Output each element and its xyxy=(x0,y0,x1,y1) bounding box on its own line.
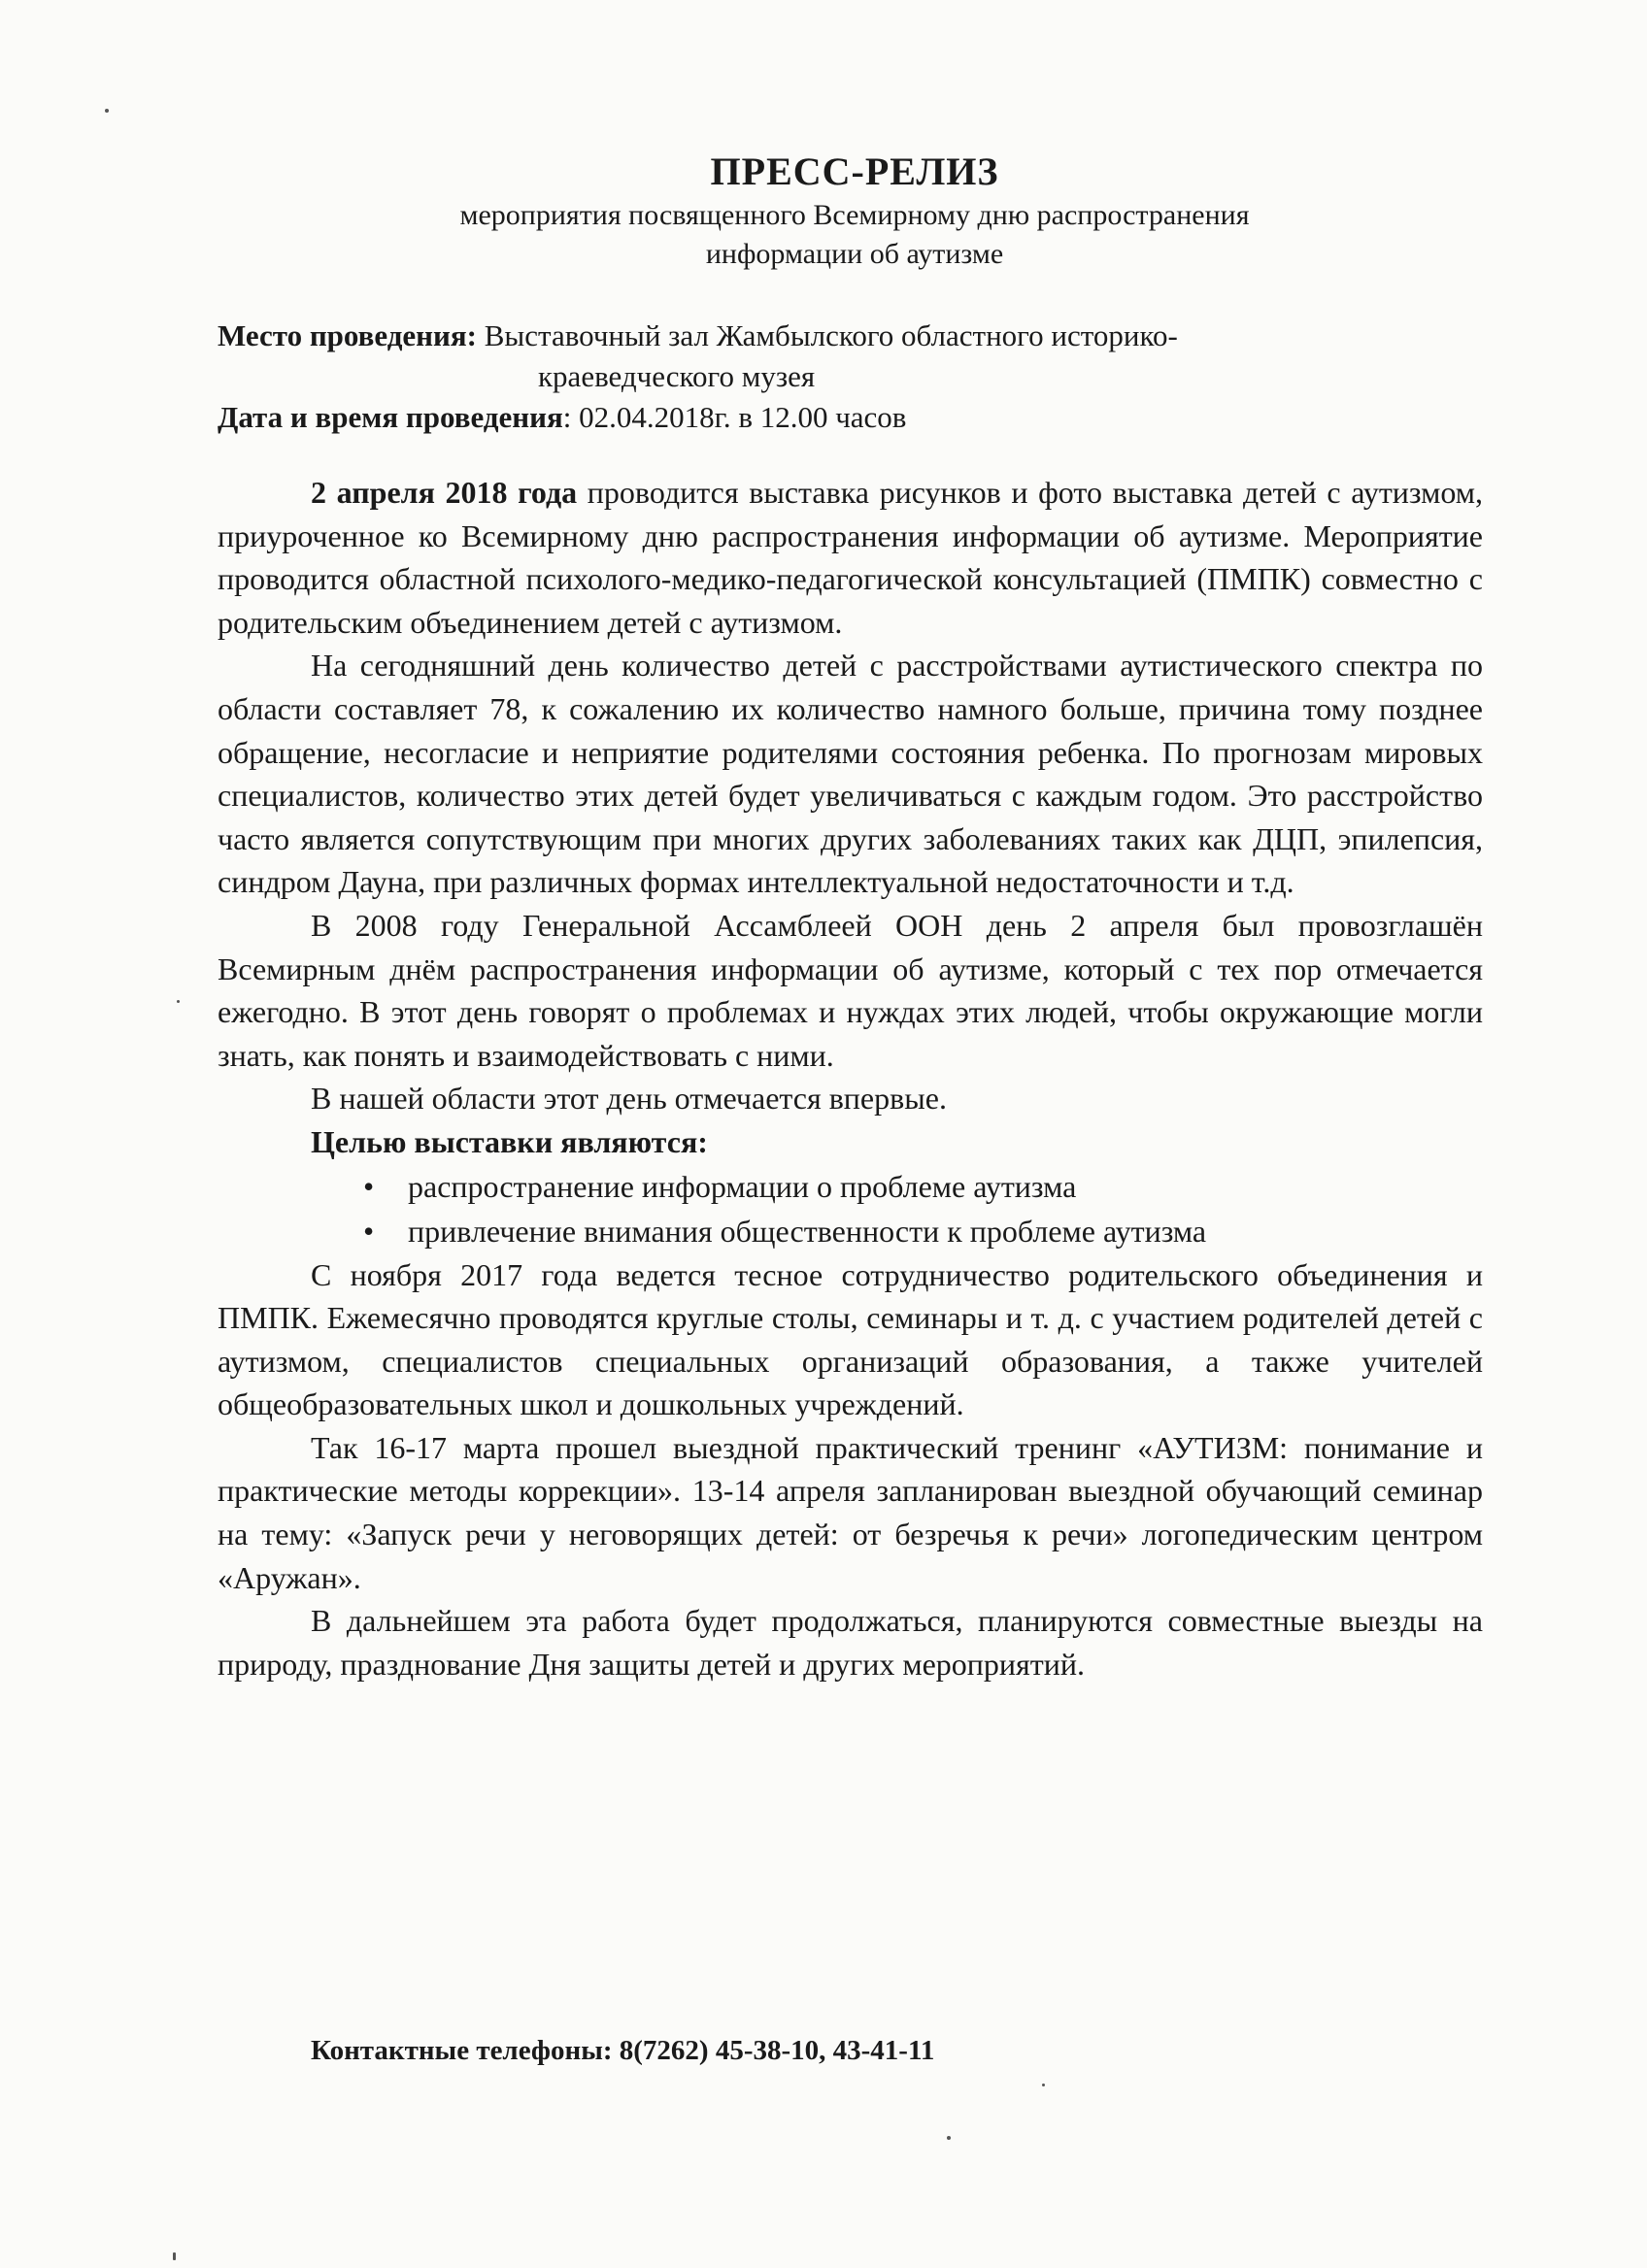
scan-speck xyxy=(105,109,109,113)
paragraph-3: В 2008 году Генеральной Ассамблеей ООН день 2 апреля был провозглашён Всемирным днём распространения информации об аутизме, который с тех пор отмечается ежегодно. В этот день говорят о проблемах и нуждах этих людей, чтобы окружающие могли знать, как понять и взаимодействовать с ними. xyxy=(218,907,1483,1073)
paragraph-4: В нашей области этот день отмечается впервые. xyxy=(311,1081,947,1117)
subtitle-line-2: информации об аутизме xyxy=(705,238,1004,270)
venue-value-continued: краеведческого музея xyxy=(538,359,816,393)
goals-title: Целью выставки являются: xyxy=(311,1123,708,1159)
subtitle-line-1: мероприятия посвященного Всемирному дню распространения xyxy=(459,199,1250,231)
bullet-icon: • xyxy=(363,1168,375,1204)
scan-speck xyxy=(947,2136,951,2140)
list-item xyxy=(218,1164,1483,1209)
paragraph-1-date: 2 апреля 2018 года xyxy=(311,475,578,510)
event-info xyxy=(218,316,1480,438)
scan-speck xyxy=(173,2252,176,2260)
page-title: ПРЕСС-РЕЛИЗ xyxy=(710,150,999,193)
goal-text: привлечение внимания общественности к проблеме аутизма xyxy=(408,1213,1207,1249)
goals-list xyxy=(218,1164,1483,1253)
paragraph-1-text: проводится выставка рисунков и фото выставка детей с аутизмом, приуроченное ко Всемирному дню распространения информации об аутизме. Мероприятие проводится областной психолого-медико-педагогической консультацией (ПМПК) совместно с родительским объединением детей с аутизмом. xyxy=(218,475,1483,640)
venue-row xyxy=(218,316,1480,356)
paragraph-7: В дальнейшем эта работа будет продолжаться, планируются совместные выезды на природу, празднование Дня защиты детей и других мероприятий. xyxy=(218,1603,1483,1682)
bullet-icon: • xyxy=(363,1213,375,1249)
contact-phones: Контактные телефоны: 8(7262) 45-38-10, 43-41-11 xyxy=(311,2035,935,2066)
datetime-row xyxy=(218,397,1480,438)
paragraph-1 xyxy=(218,471,1483,644)
paragraph-5: С ноября 2017 года ведется тесное сотрудничество родительского объединения и ПМПК. Ежемесячно проводятся круглые столы, семинары и т. д. с участием родителей детей с аутизмом, специалистов специальных организаций образования, а также учителей общеобразовательных школ и дошкольных учреждений. xyxy=(218,1256,1483,1422)
list-item xyxy=(218,1209,1483,1253)
paragraph-2: На сегодняшний день количество детей с расстройствами аутистического спектра по области составляет 78, к сожалению их количество намного больше, причина тому позднее обращение, несогласие и неприятие родителями состояния ребенка. По прогнозам мировых специалистов, количество этих детей будет увеличиваться с каждым годом. Это расстройство часто является сопутствующим при многих других заболеваниях таких как ДЦП, эпилепсия, синдром Дауна, при различных формах интеллектуальной недостаточности и т.д. xyxy=(218,648,1483,900)
body-text xyxy=(218,471,1483,1685)
scan-speck xyxy=(1042,2084,1045,2086)
datetime-label: Дата и время проведения xyxy=(218,400,563,434)
venue-label: Место проведения: xyxy=(218,318,477,352)
datetime-value: : 02.04.2018г. в 12.00 часов xyxy=(562,400,907,434)
paragraph-6: Так 16-17 марта прошел выездной практический тренинг «АУТИЗМ: понимание и практические методы коррекции». 13-14 апреля запланирован выездной обучающий семинар на тему: «Запуск речи у неговорящих детей: от безречья к речи» логопедическим центром «Аружан». xyxy=(218,1429,1483,1595)
header xyxy=(0,148,1647,274)
scan-speck xyxy=(177,1000,180,1003)
goal-text: распространение информации о проблеме аутизма xyxy=(408,1168,1077,1204)
venue-value: Выставочный зал Жамбылского областного историко- xyxy=(484,318,1178,352)
